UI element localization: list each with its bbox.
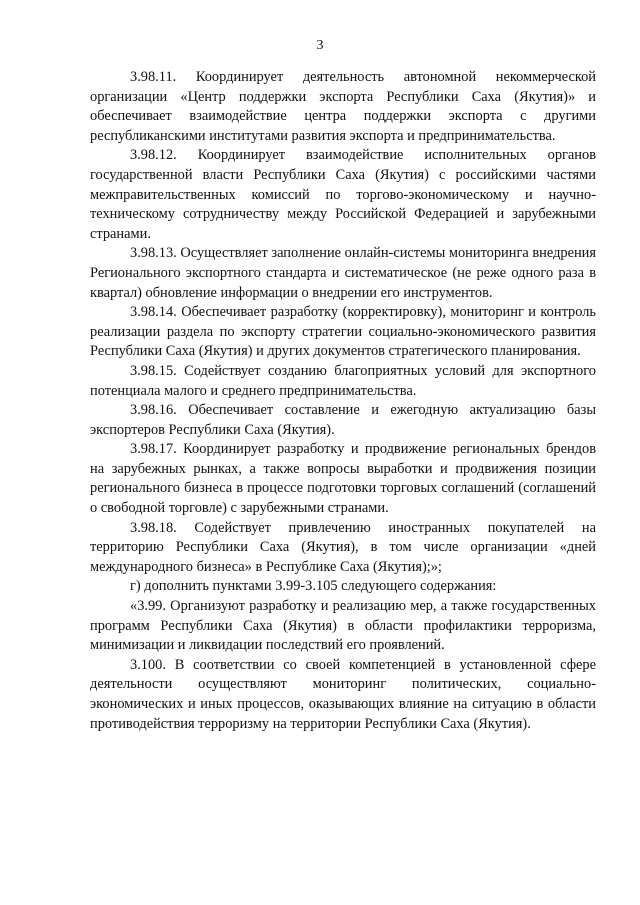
paragraph-amendment-g: г) дополнить пунктами 3.99-3.105 следующего содержания: bbox=[130, 578, 497, 595]
paragraph-3-98-12: 3.98.12. Координирует взаимодействие исполнительных органов государственной власти Республики Саха (Якутия) с российскими частями межправительственных комиссий по торгово-экономическому и научно-техническому сотрудничеству между Российской Федерацией и зарубежными странами. bbox=[90, 147, 596, 242]
paragraph-3-98-17: 3.98.17. Координирует разработку и продвижение региональных брендов на зарубежных рынках, а также вопросы выработки и продвижения позиции регионального бизнеса в процессе подготовки торговых соглашений (соглашений о свободной торговле) с зарубежными странами. bbox=[90, 441, 596, 517]
paragraph-3-98-11: 3.98.11. Координирует деятельность автономной некоммерческой организации «Центр поддержки экспорта Республики Саха (Якутия)» и обеспечивает взаимодействие центра поддержки экспорта с другими республиканскими институтами развития экспорта и предпринимательства. bbox=[90, 69, 596, 144]
paragraph-3-98-18: 3.98.18. Содействует привлечению иностранных покупателей на территорию Республики Саха (Якутия), в том числе организации «дней международного бизнеса» в Республике Саха (Якутия);»; bbox=[90, 519, 596, 575]
paragraph-3-99: «3.99. Организуют разработку и реализацию мер, а также государственных программ Республики Саха (Якутия) в области профилактики терроризма, минимизации и ликвидации последствий его проявлений. bbox=[90, 598, 596, 654]
paragraph-3-98-16: 3.98.16. Обеспечивает составление и ежегодную актуализацию базы экспортеров Республики Саха (Якутия). bbox=[90, 402, 596, 438]
paragraph-3-98-13: 3.98.13. Осуществляет заполнение онлайн-системы мониторинга внедрения Регионального экспортного стандарта и систематическое (не реже одного раза в квартал) обновление информации о внедрении его инструментов. bbox=[90, 245, 596, 301]
paragraph-3-98-14: 3.98.14. Обеспечивает разработку (корректировку), мониторинг и контроль реализации раздела по экспорту стратегии социально-экономического развития Республики Саха (Якутия) и других документов стратегического планирования. bbox=[90, 304, 596, 360]
paragraph-3-100: 3.100. В соответствии со своей компетенцией в установленной сфере деятельности осуществляют мониторинг политических, социально-экономических и иных процессов, оказывающих влияние на ситуацию в области противодействия терроризму на территории Республики Саха (Якутия). bbox=[90, 656, 596, 732]
paragraph-3-98-15: 3.98.15. Содействует созданию благоприятных условий для экспортного потенциала малого и среднего предпринимательства. bbox=[90, 362, 596, 399]
document-body bbox=[90, 68, 596, 734]
page-number: 3 bbox=[316, 38, 324, 53]
